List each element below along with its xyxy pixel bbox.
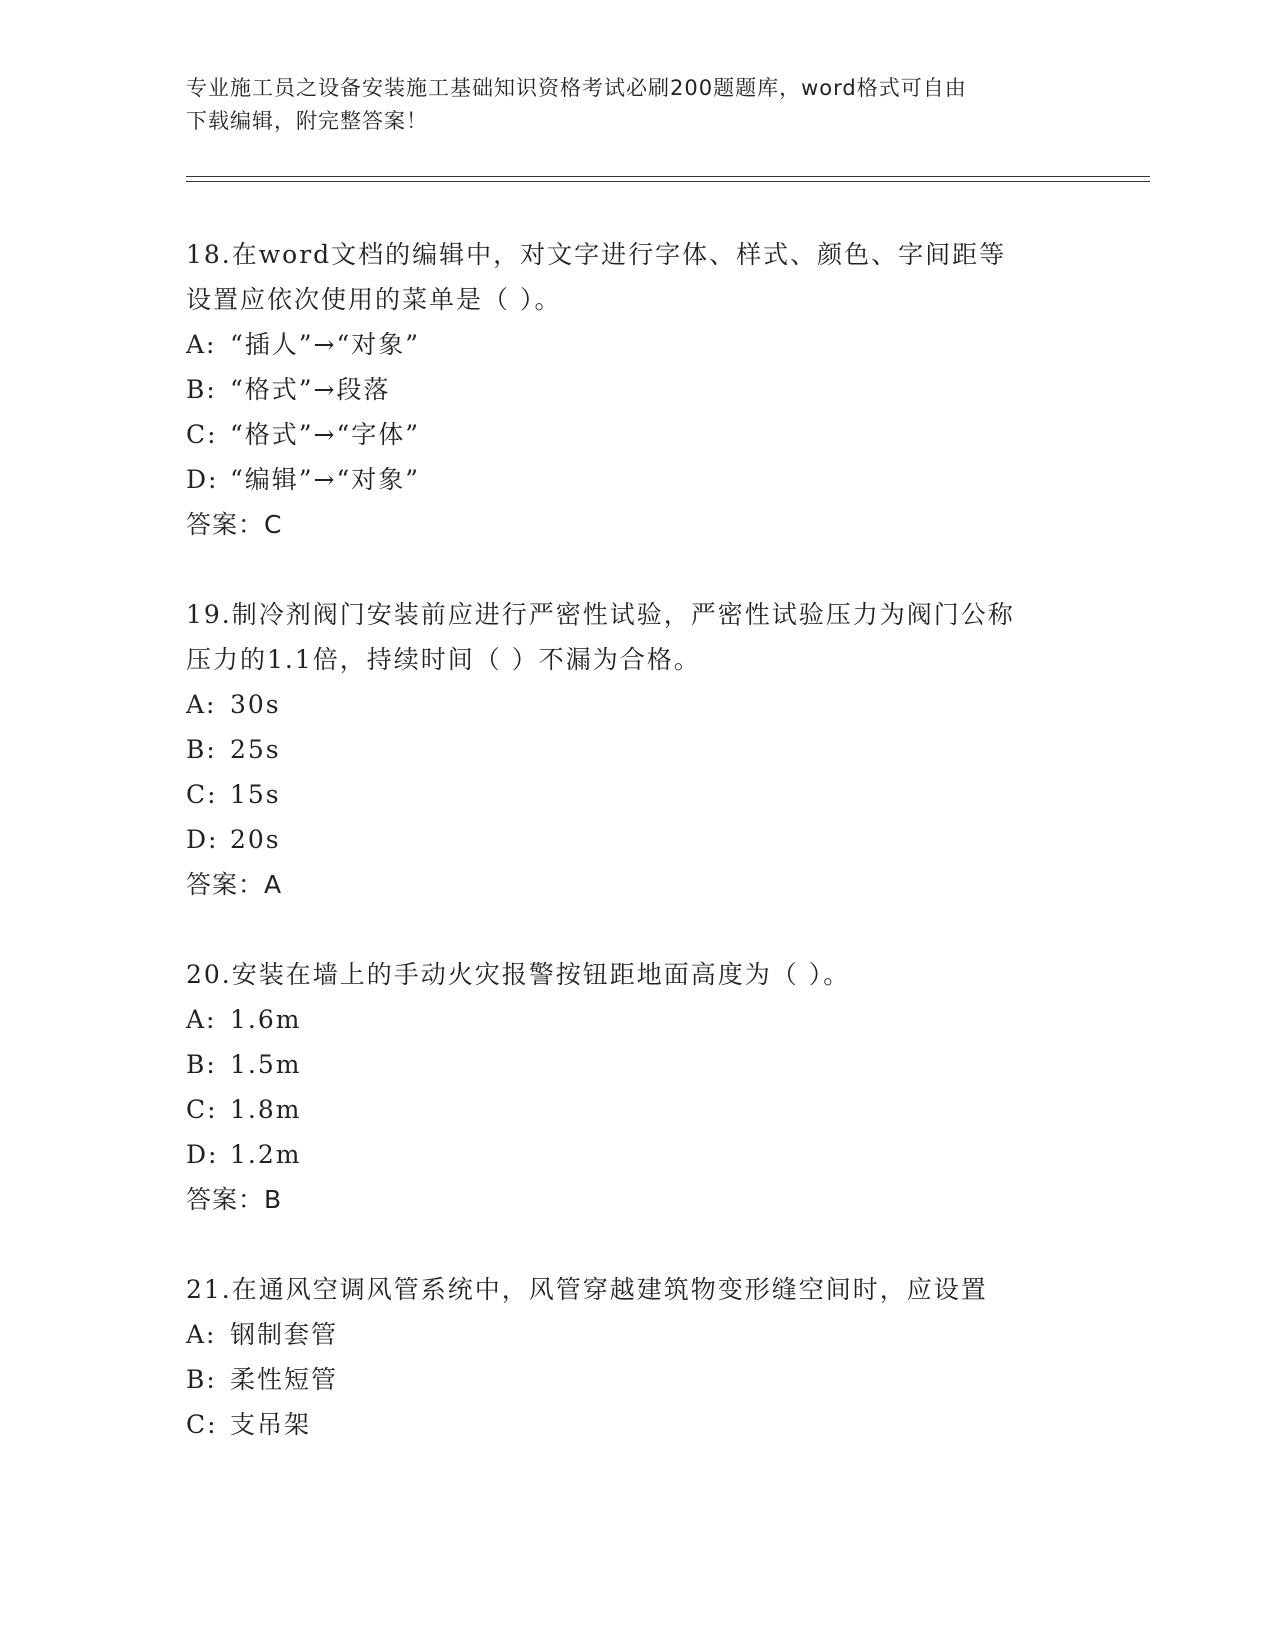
answer-line: [186, 502, 1126, 547]
option-text: 1.8m: [230, 1095, 302, 1124]
option-d: [186, 457, 1126, 502]
question-19: [186, 592, 1126, 907]
question-21: [186, 1267, 1126, 1447]
answer-value: B: [264, 1185, 282, 1214]
question-18: [186, 232, 1126, 547]
header-line-2: 下载编辑，附完整答案！: [186, 109, 428, 133]
option-text: 15s: [230, 780, 281, 809]
option-letter: D:: [186, 825, 219, 854]
option-letter: B:: [186, 735, 217, 764]
question-20: [186, 952, 1126, 1222]
question-stem-line: 20.安装在墙上的手动火灾报警按钮距地面高度为（ ）。: [186, 960, 851, 989]
option-b: [186, 367, 1126, 412]
option-letter: A:: [186, 330, 217, 359]
question-stem-line: 21.在通风空调风管系统中，风管穿越建筑物变形缝空间时，应设置: [186, 1275, 988, 1304]
option-d: [186, 817, 1126, 862]
option-a: [186, 682, 1126, 727]
answer-label: 答案：: [186, 1185, 265, 1214]
option-letter: D:: [186, 1140, 219, 1169]
option-text: 1.6m: [230, 1005, 302, 1034]
option-text: 25s: [230, 735, 281, 764]
option-letter: A:: [186, 1320, 217, 1349]
option-text: “插人”→“对象”: [230, 330, 421, 359]
option-letter: A:: [186, 690, 217, 719]
option-text: “编辑”→“对象”: [230, 465, 421, 494]
option-letter: C:: [186, 420, 218, 449]
option-a: [186, 997, 1126, 1042]
option-text: “格式”→段落: [230, 375, 391, 404]
option-b: [186, 727, 1126, 772]
option-text: 支吊架: [230, 1410, 312, 1439]
option-text: 柔性短管: [230, 1365, 339, 1394]
option-d: [186, 1132, 1126, 1177]
option-text: 30s: [230, 690, 281, 719]
answer-line: [186, 862, 1126, 907]
option-letter: C:: [186, 1095, 218, 1124]
option-letter: D:: [186, 465, 219, 494]
option-letter: C:: [186, 780, 218, 809]
option-c: [186, 772, 1126, 817]
answer-label: 答案：: [186, 510, 265, 539]
answer-line: [186, 1177, 1126, 1222]
option-letter: A:: [186, 1005, 217, 1034]
option-b: [186, 1042, 1126, 1087]
header-divider-bottom: [186, 181, 1150, 182]
option-c: [186, 1402, 1126, 1447]
option-b: [186, 1357, 1126, 1402]
option-letter: B:: [186, 1365, 217, 1394]
option-text: 1.5m: [230, 1050, 302, 1079]
option-text: 钢制套管: [230, 1320, 339, 1349]
question-stem-line: 设置应依次使用的菜单是（ ）。: [186, 285, 562, 314]
option-text: 1.2m: [230, 1140, 302, 1169]
question-stem-line: 18.在word文档的编辑中，对文字进行字体、样式、颜色、字间距等: [186, 240, 1007, 269]
document-header: [186, 72, 1066, 138]
option-text: 20s: [230, 825, 281, 854]
option-letter: B:: [186, 1050, 217, 1079]
option-letter: B:: [186, 375, 217, 404]
question-stem-line: 19.制冷剂阀门安装前应进行严密性试验，严密性试验压力为阀门公称: [186, 600, 1015, 629]
option-a: [186, 322, 1126, 367]
header-line-1: 专业施工员之设备安装施工基础知识资格考试必刷200题题库，word格式可自由: [186, 76, 967, 100]
answer-label: 答案：: [186, 870, 265, 899]
question-list: [186, 232, 1126, 1492]
header-divider-top: [186, 176, 1150, 177]
option-letter: C:: [186, 1410, 218, 1439]
question-stem-line: 压力的1.1倍，持续时间（ ）不漏为合格。: [186, 645, 701, 674]
option-c: [186, 1087, 1126, 1132]
option-c: [186, 412, 1126, 457]
option-text: “格式”→“字体”: [230, 420, 421, 449]
option-a: [186, 1312, 1126, 1357]
answer-value: C: [264, 510, 282, 539]
answer-value: A: [264, 870, 282, 899]
